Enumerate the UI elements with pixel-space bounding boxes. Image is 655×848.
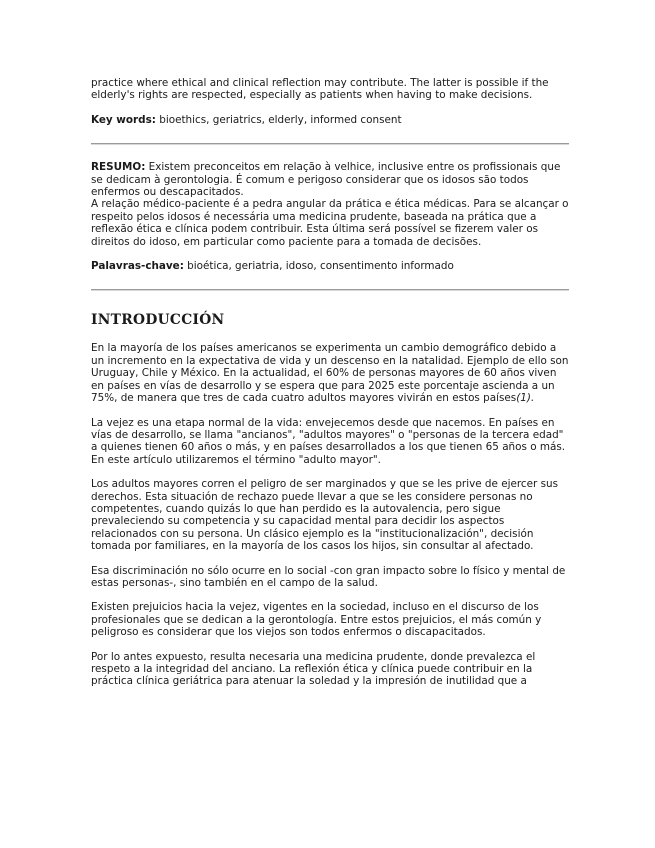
section-heading-introduccion: INTRODUCCIÓN <box>91 312 225 329</box>
intro-paragraph-1 <box>91 342 569 404</box>
intro-paragraph-6: Por lo antes expuesto, resulta necesaria una medicina prudente, donde prevalezca el respeto a la integridad del anciano. La reflexión ética y clínica puede contribuir en la práctica clínica geriátrica para atenuar la soledad y la impresión de inutilidad que a <box>91 650 536 688</box>
keywords-portuguese-label: Palavras-chave: <box>91 260 184 273</box>
document-page <box>91 77 569 700</box>
citation-reference[interactable]: (1). <box>516 392 535 405</box>
intro-paragraph-4: Esa discriminación no sólo ocurre en lo social -con gran impacto sobre lo físico y mental de estas personas-, sino también en el campo de la salud. <box>91 564 566 589</box>
resumo-paragraph-2: A relação médico-paciente é a pedra angular da prática e ética médicas. Para se alcançar o respeito pelos idosos é necessária uma medicina prudente, baseada na prática que a reflexão ética e clínica podem contribuir. Esta última será possível se fizerem valer os direitos do idoso, em particular como paciente para a tomada de decisões. <box>91 198 569 248</box>
resumo-text-1: Existem preconceitos em relação à velhice, inclusive entre os profissionais que se dedicam à gerontologia. É comum e perigoso considerar que os idosos são todos enfermos ou descapacitados. <box>91 161 561 199</box>
intro-paragraph-5: Existen prejuicios hacia la vejez, vigentes en la sociedad, incluso en el discurso de los profesionales que se dedican a la gerontología. Entre estos prejuicios, el más común y peligroso es considerar que los viejos son todos enfermos o discapacitados. <box>91 601 542 639</box>
resumo-paragraph-1 <box>91 161 569 198</box>
section-divider <box>91 289 569 291</box>
keywords-portuguese-values: bioética, geriatria, idoso, consentimento informado <box>183 260 454 273</box>
resumo-label: RESUMO: <box>91 161 146 174</box>
section-divider <box>91 143 569 145</box>
abstract-english-tail: practice where ethical and clinical reflection may contribute. The latter is possible if the elderly's rights are respected, especially as patients when having to make decisions. <box>91 77 549 102</box>
intro-paragraph-3: Los adultos mayores corren el peligro de ser marginados y que se les prive de ejercer sus derechos. Esta situación de rechazo puede llevar a que se les considere personas no competentes, cuando quizás lo que han perdido es la autovalencia, pero sigue prevaleciendo su competencia y su capacidad mental para decidir los aspectos relacionados con su persona. Un clásico ejemplo es la "institucionalización", decisión tomada por familiares, en la mayoría de los casos los hijos, sin consultar al afectado. <box>91 478 559 553</box>
keywords-english <box>91 114 569 126</box>
keywords-portuguese <box>91 260 569 272</box>
intro-paragraph-2: La vejez es una etapa normal de la vida: envejecemos desde que nacemos. En países en vías de desarrollo, se llama "ancianos", "adultos mayores" o "personas de la tercera edad" a quienes tienen 60 años o más, y en países desarrollados a los que tienen 65 años o más. En este artículo utilizaremos el término "adulto mayor". <box>91 416 566 466</box>
keywords-english-label: Key words: <box>91 113 156 126</box>
intro-paragraph-1-text: En la mayoría de los países americanos se experimenta un cambio demográfico debido a un incremento en la expectativa de vida y un descenso en la natalidad. Ejemplo de ello son Uruguay, Chile y México. En la actualidad, el 60% de personas mayores de 60 años viven en países en vías de desarrollo y se espera que para 2025 este porcentaje ascienda a un 75%, de manera que tres de cada cuatro adultos mayores vivirán en estos países <box>91 342 569 405</box>
keywords-english-values: bioethics, geriatrics, elderly, informed consent <box>155 113 402 126</box>
